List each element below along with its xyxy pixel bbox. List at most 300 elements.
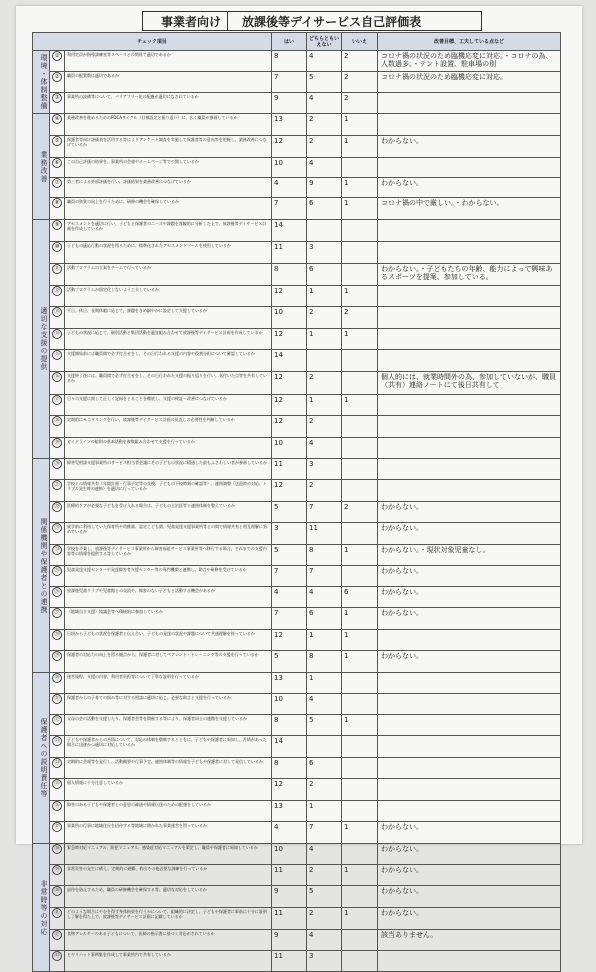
neither-count: 3 <box>307 951 342 972</box>
item-number: ㊴ <box>52 865 62 875</box>
yes-count: 4 <box>272 822 307 844</box>
yes-count: 14 <box>272 350 307 372</box>
check-item: 職員の資質の向上を行うために、研修の機会を確保しているか <box>65 198 272 220</box>
table-row <box>33 350 561 372</box>
table-row <box>33 822 561 844</box>
no-count: 1 <box>342 198 378 220</box>
check-item: この自己評価の結果を、事業所の会報やホームページ等で公開しているか <box>65 158 272 178</box>
improvement-note <box>378 736 561 758</box>
check-item: 運営規程、支援の内容、利用者負担等について丁寧な説明を行っているか <box>65 673 272 694</box>
neither-count: 1 <box>307 630 342 651</box>
item-number: ㉘ <box>52 630 62 640</box>
check-item: 定期的にモニタリングを行い、放課後等デイサービス計画の見直しの必要性を判断しているか <box>65 416 272 438</box>
check-item: 保護者の対応力の向上を図る観点から、保護者に対してペアレント・トレーニング等の支援を行っているか <box>65 651 272 673</box>
item-number-cell <box>50 673 65 694</box>
header-check: チェック項目 <box>33 33 272 51</box>
improvement-note <box>378 673 561 694</box>
item-number-cell <box>50 114 65 136</box>
improvement-note: わからない。 <box>378 822 561 844</box>
check-item: 業務改善を進めるためのPDCAサイクル（目標設定と振り返り）に、広く職員が参画しているか <box>65 114 272 136</box>
table-row <box>33 758 561 779</box>
table-row <box>33 93 561 114</box>
no-count <box>342 886 378 908</box>
yes-count: 5 <box>272 502 307 523</box>
item-number: ⑭ <box>52 329 62 339</box>
improvement-note: わからない。・子どもたちの年齢、能力によって興味あるスポーツを提案、参加している。 <box>378 264 561 286</box>
item-number: ㉖ <box>52 587 62 597</box>
check-item: 学校を卒業し、放課後等デイサービス事業所から障害福祉サービス事業所等へ移行する場合、それまでの支援内容等の情報を提供する等しているか <box>65 545 272 566</box>
item-number-cell <box>50 329 65 350</box>
improvement-note <box>378 286 561 307</box>
table-row <box>33 951 561 972</box>
neither-count <box>307 220 342 242</box>
category-cell: 保護者への説明責任等 <box>33 673 50 844</box>
item-number-cell <box>50 844 65 865</box>
no-count <box>342 566 378 587</box>
neither-count: 2 <box>307 416 342 438</box>
table-row <box>33 908 561 930</box>
neither-count: 6 <box>307 198 342 220</box>
table-row <box>33 395 561 416</box>
neither-count: 4 <box>307 694 342 715</box>
table-row <box>33 178 561 198</box>
no-count <box>342 220 378 242</box>
yes-count: 8 <box>272 51 307 72</box>
item-number-cell <box>50 459 65 480</box>
table-row <box>33 523 561 545</box>
neither-count: 8 <box>307 545 342 566</box>
item-number: ⑫ <box>52 286 62 296</box>
improvement-note: わからない。 <box>378 566 561 587</box>
check-item: 就学前に利用していた保育所や幼稚園、認定こども園、児童発達支援事業所等との間で情報共有と相互理解に努めているか <box>65 523 272 545</box>
category-cell: 非常時等の対応 <box>33 844 50 972</box>
item-number-cell <box>50 286 65 307</box>
no-count: 1 <box>342 608 378 630</box>
no-count: 1 <box>342 715 378 736</box>
item-number: ② <box>52 72 62 82</box>
improvement-note <box>378 715 561 736</box>
item-number: ⑦ <box>52 178 62 188</box>
improvement-note: わからない。 <box>378 136 561 158</box>
no-count: 2 <box>342 307 378 329</box>
no-count <box>342 930 378 951</box>
neither-count: 2 <box>307 372 342 395</box>
yes-count: 13 <box>272 801 307 822</box>
table-row <box>33 372 561 395</box>
check-item: 第三者による外部評価を行い、評価結果を業務改善につなげているか <box>65 178 272 198</box>
no-count: 1 <box>342 136 378 158</box>
table-row <box>33 307 561 329</box>
improvement-note: わからない。 <box>378 523 561 545</box>
improvement-note: 個人的には、就業時間外の為、参加していないが、職員（共有）連絡ノートにて後日共有して <box>378 372 561 395</box>
improvement-note <box>378 480 561 502</box>
check-item: 職員の配置数は適切であるか <box>65 72 272 93</box>
improvement-note <box>378 416 561 438</box>
table-row <box>33 459 561 480</box>
yes-count: 12 <box>272 136 307 158</box>
item-number: ⑯ <box>52 372 62 382</box>
neither-count <box>307 350 342 372</box>
neither-count: 7 <box>307 566 342 587</box>
improvement-note <box>378 307 561 329</box>
check-item: 子どもや保護者からの苦情について、対応の体制を整備するとともに、子どもや保護者に周知し、苦情があった場合に迅速かつ適切に対応しているか <box>65 736 272 758</box>
no-count <box>342 158 378 178</box>
item-number: ⑩ <box>52 242 62 252</box>
check-item: 保護者からの子育ての悩み等に対する相談に適切に応じ、必要な助言と支援を行っているか <box>65 694 272 715</box>
improvement-note: わからない。 <box>378 844 561 865</box>
check-item: 利用定員が指導訓練室等スペースとの関係で適切であるか <box>65 51 272 72</box>
no-count <box>342 438 378 459</box>
sheet-title <box>142 11 482 31</box>
category-cell: 業務改善 <box>33 114 50 220</box>
yes-count: 14 <box>272 220 307 242</box>
no-count <box>342 523 378 545</box>
yes-count: 9 <box>272 930 307 951</box>
item-number-cell <box>50 72 65 93</box>
item-number-cell <box>50 502 65 523</box>
check-item: 放課後児童クラブや児童館との交流や、障害のない子どもと活動する機会があるか <box>65 587 272 608</box>
check-item: 子どもの適応行動の状況を図るために、標準化されたアセスメントツールを使用しているか <box>65 242 272 264</box>
check-item: ガイドラインの総則の基本活動を複数組み合わせて支援を行っているか <box>65 438 272 459</box>
yes-count: 13 <box>272 114 307 136</box>
table-row <box>33 264 561 286</box>
no-count: 1 <box>342 908 378 930</box>
item-number: ㊶ <box>52 908 62 918</box>
no-count: 1 <box>342 329 378 350</box>
item-number-cell <box>50 715 65 736</box>
item-number-cell <box>50 178 65 198</box>
check-item: 障害児相談支援事業所のサービス担当者会議にその子どもの状況に精通した最もふさわしい者が参画しているか <box>65 459 272 480</box>
neither-count: 4 <box>307 844 342 865</box>
table-row <box>33 694 561 715</box>
neither-count: 6 <box>307 264 342 286</box>
item-number-cell <box>50 438 65 459</box>
check-item: 非常災害の発生に備え、定期的に避難、救出その他必要な訓練を行っているか <box>65 865 272 886</box>
no-count <box>342 779 378 801</box>
item-number: ⑳ <box>52 459 62 469</box>
no-count: 1 <box>342 286 378 307</box>
no-count: 1 <box>342 630 378 651</box>
item-number: ㉟ <box>52 779 62 789</box>
table-row <box>33 545 561 566</box>
evaluation-table <box>32 32 561 972</box>
item-number: ㉒ <box>52 502 62 512</box>
yes-count: 12 <box>272 630 307 651</box>
item-number: ㊳ <box>52 844 62 854</box>
neither-count: 6 <box>307 758 342 779</box>
yes-count: 7 <box>272 566 307 587</box>
neither-count: 2 <box>307 136 342 158</box>
item-number-cell <box>50 545 65 566</box>
item-number: ⑬ <box>52 307 62 317</box>
item-number-cell <box>50 395 65 416</box>
header-yes: はい <box>272 33 307 51</box>
improvement-note <box>378 758 561 779</box>
improvement-note <box>378 329 561 350</box>
table-row <box>33 198 561 220</box>
no-count: 6 <box>342 587 378 608</box>
table-row <box>33 651 561 673</box>
category-cell: 関係機関や保護者との連携 <box>33 459 50 673</box>
item-number: ① <box>52 51 62 61</box>
yes-count: 10 <box>272 307 307 329</box>
item-number-cell <box>50 51 65 72</box>
no-count <box>342 844 378 865</box>
yes-count: 10 <box>272 158 307 178</box>
no-count <box>342 758 378 779</box>
table-row <box>33 51 561 72</box>
table-row <box>33 801 561 822</box>
check-item: 定期的に会報等を発行し、活動概要や行事予定、連絡体制等の情報を子どもや保護者に対して発信しているか <box>65 758 272 779</box>
item-number: ㉑ <box>52 480 62 490</box>
item-number-cell <box>50 93 65 114</box>
item-number: ㉛ <box>52 694 62 704</box>
item-number: ⑱ <box>52 416 62 426</box>
item-number-cell <box>50 608 65 630</box>
table-row <box>33 438 561 459</box>
item-number-cell <box>50 220 65 242</box>
neither-count: 5 <box>307 72 342 93</box>
item-number-cell <box>50 865 65 886</box>
yes-count: 5 <box>272 651 307 673</box>
neither-count: 1 <box>307 286 342 307</box>
header-no: いいえ <box>342 33 378 51</box>
yes-count: 8 <box>272 758 307 779</box>
improvement-note <box>378 694 561 715</box>
yes-count: 8 <box>272 715 307 736</box>
item-number: ④ <box>52 114 62 124</box>
check-item: 虐待を防止するため、職員の研修機会を確保する等、適切な対応をしているか <box>65 886 272 908</box>
evaluation-sheet <box>16 6 582 960</box>
item-number: ㊸ <box>52 951 62 961</box>
yes-count: 14 <box>272 736 307 758</box>
neither-count: 6 <box>307 608 342 630</box>
item-number-cell <box>50 822 65 844</box>
improvement-note: コロナ禍の中で厳しい。・わからない。 <box>378 198 561 220</box>
item-number: ㉞ <box>52 758 62 768</box>
improvement-note <box>378 630 561 651</box>
neither-count: 7 <box>307 502 342 523</box>
no-count <box>342 416 378 438</box>
improvement-note <box>378 395 561 416</box>
item-number: ㉗ <box>52 608 62 618</box>
no-count: 1 <box>342 545 378 566</box>
neither-count: 11 <box>307 523 342 545</box>
check-item: 日頃から子どもの状況を保護者と伝え合い、子どもの発達の状況や課題について共通理解を持っているか <box>65 630 272 651</box>
item-number-cell <box>50 416 65 438</box>
improvement-note: コロナ禍の状況のため臨機応変に対応。 <box>378 72 561 93</box>
improvement-note: わからない。・現状対象児童なし。 <box>378 545 561 566</box>
category-cell: 適切な支援の提供 <box>33 220 50 459</box>
improvement-note: わからない。 <box>378 651 561 673</box>
check-item: 食物アレルギーのある子どもについて、医師の指示書に基づく対応がされているか <box>65 930 272 951</box>
yes-count: 8 <box>272 264 307 286</box>
item-number: ㉜ <box>52 715 62 725</box>
no-count <box>342 264 378 286</box>
yes-count: 10 <box>272 694 307 715</box>
no-count <box>342 350 378 372</box>
yes-count: 3 <box>272 523 307 545</box>
table-row <box>33 779 561 801</box>
table-header-row <box>33 33 561 51</box>
check-item: どのような場合にやむを得ず身体拘束を行うかについて、組織的に決定し、子どもや保護者に事前に十分に説明し了解を得た上で、放課後等デイサービス計画に記載しているか <box>65 908 272 930</box>
check-item: 支援開始前には職員間で必ず打合せをし、その日行われる支援の内容や役割分担について確認しているか <box>65 350 272 372</box>
no-count: 1 <box>342 114 378 136</box>
item-number-cell <box>50 801 65 822</box>
neither-count: 2 <box>307 865 342 886</box>
item-number: ㉓ <box>52 523 62 533</box>
check-item: 日々の支援に関して正しく記録をとることを徹底し、支援の検証・改善につなげているか <box>65 395 272 416</box>
check-item: 活動プログラムが固定化しないよう工夫しているか <box>65 286 272 307</box>
neither-count: 4 <box>307 438 342 459</box>
no-count: 2 <box>342 502 378 523</box>
yes-count: 12 <box>272 480 307 502</box>
check-item: 事業所の設備等について、バリアフリー化の配慮が適切になされているか <box>65 93 272 114</box>
neither-count: 2 <box>307 307 342 329</box>
yes-count: 12 <box>272 395 307 416</box>
no-count: 1 <box>342 822 378 844</box>
table-row <box>33 286 561 307</box>
title-main: 放課後等デイサービス自己評価表 <box>242 14 422 29</box>
no-count <box>342 242 378 264</box>
item-number-cell <box>50 694 65 715</box>
table-row <box>33 158 561 178</box>
item-number-cell <box>50 908 65 930</box>
table-row <box>33 502 561 523</box>
improvement-note: わからない。 <box>378 502 561 523</box>
improvement-note: わからない。 <box>378 886 561 908</box>
header-improve: 改善目標、工夫している点など <box>378 33 561 51</box>
yes-count: 7 <box>272 72 307 93</box>
item-number: ③ <box>52 93 62 103</box>
neither-count: 8 <box>307 651 342 673</box>
table-row <box>33 416 561 438</box>
neither-count: 2 <box>307 908 342 930</box>
title-audience: 事業者向け <box>155 12 228 30</box>
no-count <box>342 736 378 758</box>
improvement-note <box>378 93 561 114</box>
table-row <box>33 587 561 608</box>
no-count <box>342 801 378 822</box>
improvement-note <box>378 114 561 136</box>
table-row <box>33 715 561 736</box>
item-number-cell <box>50 198 65 220</box>
check-item: 医療的ケアが必要な子どもを受け入れる場合は、子どもの主治医等と連絡体制を整えているか <box>65 502 272 523</box>
item-number: ㊵ <box>52 886 62 896</box>
item-number: ⑰ <box>52 395 62 405</box>
check-item: 児童発達支援センターや発達障害者支援センター等の専門機関と連携し、助言や研修を受けているか <box>65 566 272 587</box>
improvement-note: わからない。 <box>378 587 561 608</box>
yes-count: 12 <box>272 286 307 307</box>
yes-count: 10 <box>272 438 307 459</box>
yes-count: 12 <box>272 416 307 438</box>
no-count: 2 <box>342 72 378 93</box>
yes-count: 5 <box>272 545 307 566</box>
improvement-note: 該当ありません。 <box>378 930 561 951</box>
table-row <box>33 114 561 136</box>
item-number-cell <box>50 158 65 178</box>
table-row <box>33 886 561 908</box>
check-item: 父母の会の活動を支援したり、保護者会等を開催する等により、保護者同士の連携を支援しているか <box>65 715 272 736</box>
item-number: ⑪ <box>52 264 62 274</box>
no-count: 1 <box>342 865 378 886</box>
no-count <box>342 673 378 694</box>
improvement-note: コロナ禍の状況のため臨機応変に対応。・コロナの為、人数過多。・テント設置、駐車場の別 <box>378 51 561 72</box>
yes-count: 10 <box>272 844 307 865</box>
neither-count <box>307 736 342 758</box>
improvement-note: わからない。 <box>378 178 561 198</box>
check-item: 個人情報に十分注意しているか <box>65 779 272 801</box>
item-number: ㉕ <box>52 566 62 576</box>
item-number: ⑮ <box>52 350 62 360</box>
item-number: ⑲ <box>52 438 62 448</box>
table-row <box>33 865 561 886</box>
neither-count: 1 <box>307 395 342 416</box>
item-number: ㉙ <box>52 651 62 661</box>
item-number-cell <box>50 136 65 158</box>
item-number-cell <box>50 242 65 264</box>
yes-count: 9 <box>272 886 307 908</box>
item-number-cell <box>50 651 65 673</box>
table-row <box>33 608 561 630</box>
no-count <box>342 372 378 395</box>
item-number-cell <box>50 930 65 951</box>
improvement-note <box>378 158 561 178</box>
item-number: ⑥ <box>52 158 62 168</box>
improvement-note <box>378 220 561 242</box>
neither-count: 4 <box>307 51 342 72</box>
neither-count: 1 <box>307 801 342 822</box>
check-item: 保護者等向け評価表を活用する等によりアンケート調査を実施して保護者等の意向等を把握し、業務改善につなげているか <box>65 136 272 158</box>
yes-count: 12 <box>272 372 307 395</box>
table-row <box>33 736 561 758</box>
item-number-cell <box>50 886 65 908</box>
item-number-cell <box>50 480 65 502</box>
item-number: ㊲ <box>52 822 62 832</box>
item-number: ㉔ <box>52 545 62 555</box>
improvement-note <box>378 779 561 801</box>
check-item: 活動プログラムの立案をチームで行っているか <box>65 264 272 286</box>
check-item: アセスメントを適切に行い、子どもと保護者のニーズや課題を客観的に分析した上で、放課後等デイサービス計画を作成しているか <box>65 220 272 242</box>
header-neither: どちらともいえない <box>307 33 342 51</box>
neither-count: 4 <box>307 930 342 951</box>
improvement-note: わからない。 <box>378 608 561 630</box>
table-row <box>33 72 561 93</box>
neither-count: 3 <box>307 242 342 264</box>
table-row <box>33 673 561 694</box>
check-item: 緊急時対応マニュアル、防犯マニュアル、感染症対応マニュアルを策定し、職員や保護者に周知しているか <box>65 844 272 865</box>
category-cell: 環境・体制整備 <box>33 51 50 114</box>
improvement-note <box>378 459 561 480</box>
neither-count: 1 <box>307 673 342 694</box>
item-number: ⑧ <box>52 198 62 208</box>
neither-count: 3 <box>307 459 342 480</box>
item-number-cell <box>50 587 65 608</box>
item-number: ㉚ <box>52 673 62 683</box>
check-item: 障害のある子どもや保護者との意思の疎通や情報伝達のための配慮をしているか <box>65 801 272 822</box>
no-count <box>342 459 378 480</box>
no-count <box>342 480 378 502</box>
yes-count: 4 <box>272 587 307 608</box>
check-item: ヒヤリハット事例集を作成して事業所内で共有しているか <box>65 951 272 972</box>
item-number-cell <box>50 779 65 801</box>
table-row <box>33 329 561 350</box>
no-count: 2 <box>342 93 378 114</box>
item-number-cell <box>50 630 65 651</box>
item-number-cell <box>50 758 65 779</box>
neither-count: 4 <box>307 587 342 608</box>
item-number: ⑨ <box>52 220 62 230</box>
